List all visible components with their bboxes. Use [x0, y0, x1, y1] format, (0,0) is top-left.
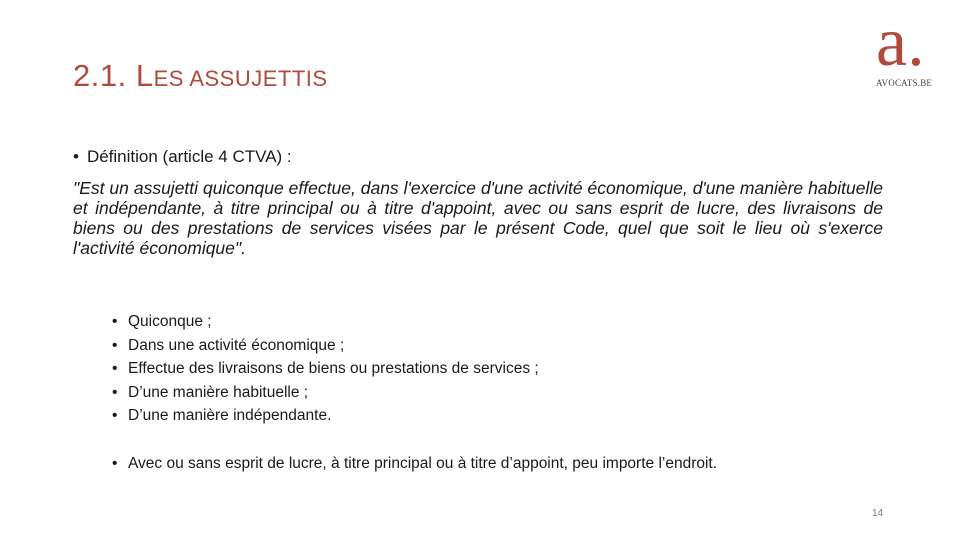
list-item-text: D’une manière habituelle ;	[128, 383, 309, 401]
logo-mark: a.	[876, 4, 925, 81]
list-item-text: Effectue des livraisons de biens ou prestations de services ;	[128, 360, 539, 377]
definition-heading-text: Définition (article 4 CTVA) :	[86, 147, 292, 166]
list-item	[112, 310, 539, 334]
list-item	[112, 334, 539, 358]
definition-heading	[73, 147, 292, 167]
title-first-letter: L	[135, 58, 154, 93]
list-item-text: Quiconque ;	[128, 313, 212, 330]
list-item	[112, 357, 539, 381]
bullet-icon: •	[112, 313, 118, 330]
bullet-icon: •	[112, 336, 118, 354]
slide-title	[73, 58, 328, 94]
title-rest: ES ASSUJETTIS	[153, 66, 328, 91]
criteria-list	[112, 310, 539, 428]
title-number: 2.1.	[73, 58, 136, 93]
bullet-icon: •	[112, 407, 118, 424]
extra-point-text: Avec ou sans esprit de lucre, à titre principal ou à titre d’appoint, peu importe l’endroit.	[128, 455, 718, 472]
page-number: 14	[872, 508, 884, 519]
bullet-icon: •	[73, 147, 79, 166]
bullet-icon: •	[112, 455, 118, 472]
avocats-logo	[872, 4, 946, 92]
bullet-icon: •	[112, 360, 118, 377]
bullet-icon: •	[112, 383, 118, 401]
definition-quote: "Est un assujetti quiconque effectue, dans l'exercice d'une activité économique, d'une manière habituelle et indépendante, à titre principal ou à titre d'appoint, avec ou sans esprit de lucre, des livraisons de biens ou des prestations de services visées par le présent Code, quel que soit le lieu où s'exerce l'activité économique".	[73, 178, 883, 258]
list-item	[112, 381, 539, 405]
logo-text: AVOCATS.BE	[876, 78, 933, 88]
list-item-text: Dans une activité économique ;	[128, 336, 345, 354]
extra-point	[112, 455, 717, 473]
list-item	[112, 404, 539, 428]
list-item-text: D’une manière indépendante.	[128, 407, 332, 424]
